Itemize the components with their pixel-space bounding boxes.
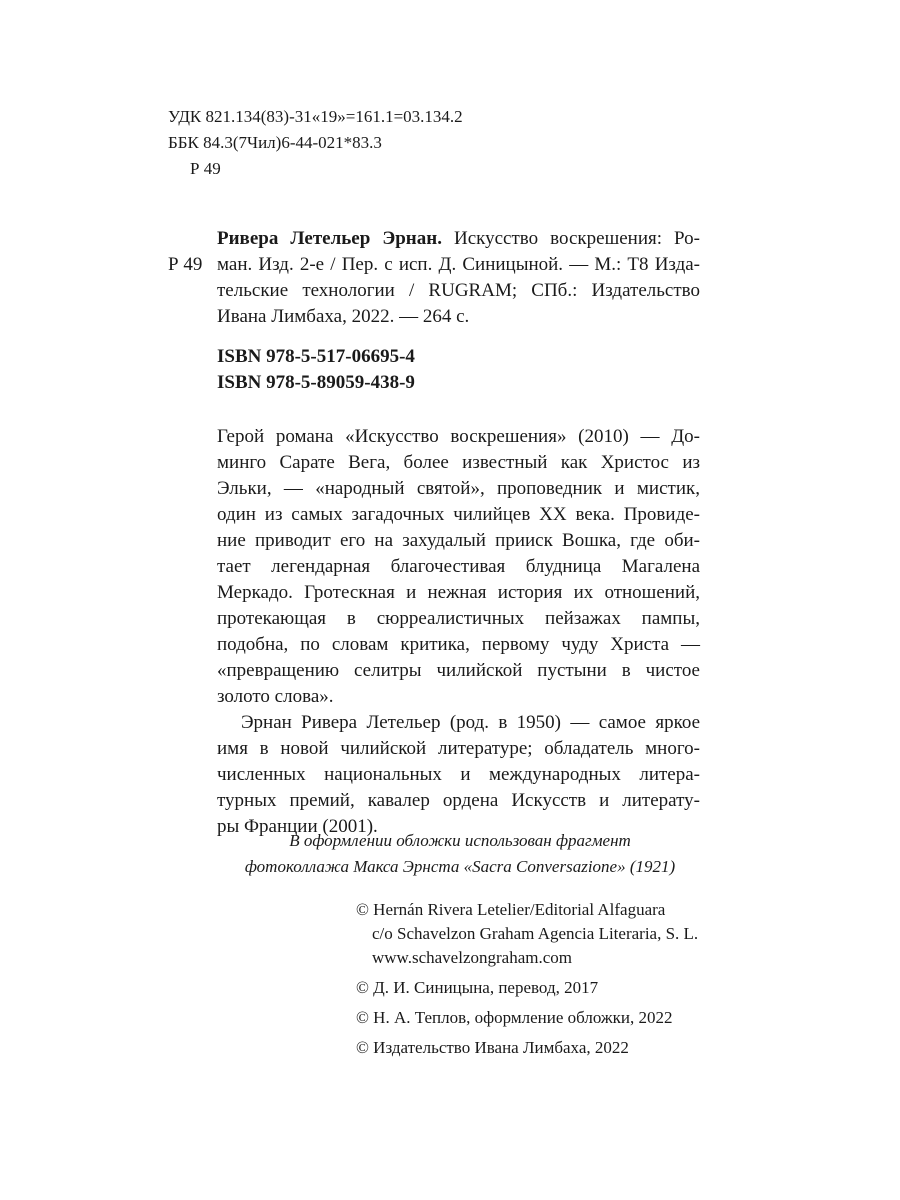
cover-note-line: фотоколлажа Макса Эрнста «Sacra Conversazione» (1921) xyxy=(244,857,676,876)
annotation-line: Эрнан Ривера Летельер (род. в 1950) — самое яркое xyxy=(241,712,700,733)
agency-url: www.schavelzongraham.com xyxy=(372,948,572,967)
udk-code: УДК 821.134(83)-31«19»=161.1=03.134.2 xyxy=(168,107,463,126)
author-mark-side: Р 49 xyxy=(168,254,203,275)
biblio-line xyxy=(217,226,700,252)
annotation-line: протекающая в сюрреалистичных пейзажах пампы, xyxy=(217,608,700,629)
annotation-line: минго Сарате Вега, более известный как Христос из xyxy=(217,452,700,473)
cover-note-line: В оформлении обложки использован фрагмент xyxy=(289,831,631,850)
annotation-paragraph-2 xyxy=(217,710,700,840)
bbk-code: ББК 84.3(7Чил)6-44-021*83.3 xyxy=(168,133,382,152)
annotation-line: Эльки, — «народный святой», проповедник и мистик, xyxy=(217,478,700,499)
author-name: Ривера Летельер Эрнан. xyxy=(217,228,442,249)
isbn-block xyxy=(217,344,700,396)
author-mark-top: Р 49 xyxy=(190,159,221,178)
biblio-line: Ивана Лимбаха, 2022. — 264 с. xyxy=(217,306,470,327)
biblio-line: ман. Изд. 2-е / Пер. с исп. Д. Синицыной. — М.: Т8 Изда- xyxy=(217,254,700,275)
annotation-line: турных премий, кавалер ордена Искусств и литерату- xyxy=(217,790,700,811)
copyright-block xyxy=(356,898,716,1060)
annotation-line: численных национальных и международных литера- xyxy=(217,764,700,785)
annotation-line: имя в новой чилийской литературе; обладатель много- xyxy=(217,738,700,759)
annotation-line: «превращению селитры чилийской пустыни в чистое xyxy=(217,660,700,681)
copyright-cover-design: © Н. А. Теплов, оформление обложки, 2022 xyxy=(356,1008,673,1027)
book-title: Искусство воскрешения: Ро- xyxy=(441,228,700,249)
annotation-line: один из самых загадочных чилийцев XX века. Провиде- xyxy=(217,504,700,525)
annotation-line: золото слова». xyxy=(217,686,334,707)
annotation-line: ние приводит его на захудалый прииск Вошка, где оби- xyxy=(217,530,700,551)
annotation-line: подобна, по словам критика, первому чуду Христа — xyxy=(217,634,700,655)
cover-credit-note xyxy=(200,828,720,880)
annotation-line: тает легендарная благочестивая блудница Магалена xyxy=(217,556,700,577)
annotation-line: Меркадо. Гротескная и нежная история их отношений, xyxy=(217,582,700,603)
copyright-original: © Hernán Rivera Letelier/Editorial Alfaguara xyxy=(356,900,666,919)
copyright-translation: © Д. И. Синицына, перевод, 2017 xyxy=(356,978,599,997)
annotation-line: ры Франции (2001). xyxy=(217,816,378,837)
annotation-paragraph-1 xyxy=(217,424,700,710)
bibliographic-record xyxy=(217,226,700,330)
isbn-line: ISBN 978-5-517-06695-4 xyxy=(217,346,415,367)
copyright-publisher: © Издательство Ивана Лимбаха, 2022 xyxy=(356,1038,629,1057)
annotation xyxy=(217,424,700,840)
annotation-line: Герой романа «Искусство воскрешения» (2010) — До- xyxy=(217,426,700,447)
isbn-line: ISBN 978-5-89059-438-9 xyxy=(217,372,415,393)
agency-name: c/o Schavelzon Graham Agencia Literaria, S. L. xyxy=(372,924,699,943)
biblio-line: тельские технологии / RUGRAM; СПб.: Издательство xyxy=(217,280,700,301)
